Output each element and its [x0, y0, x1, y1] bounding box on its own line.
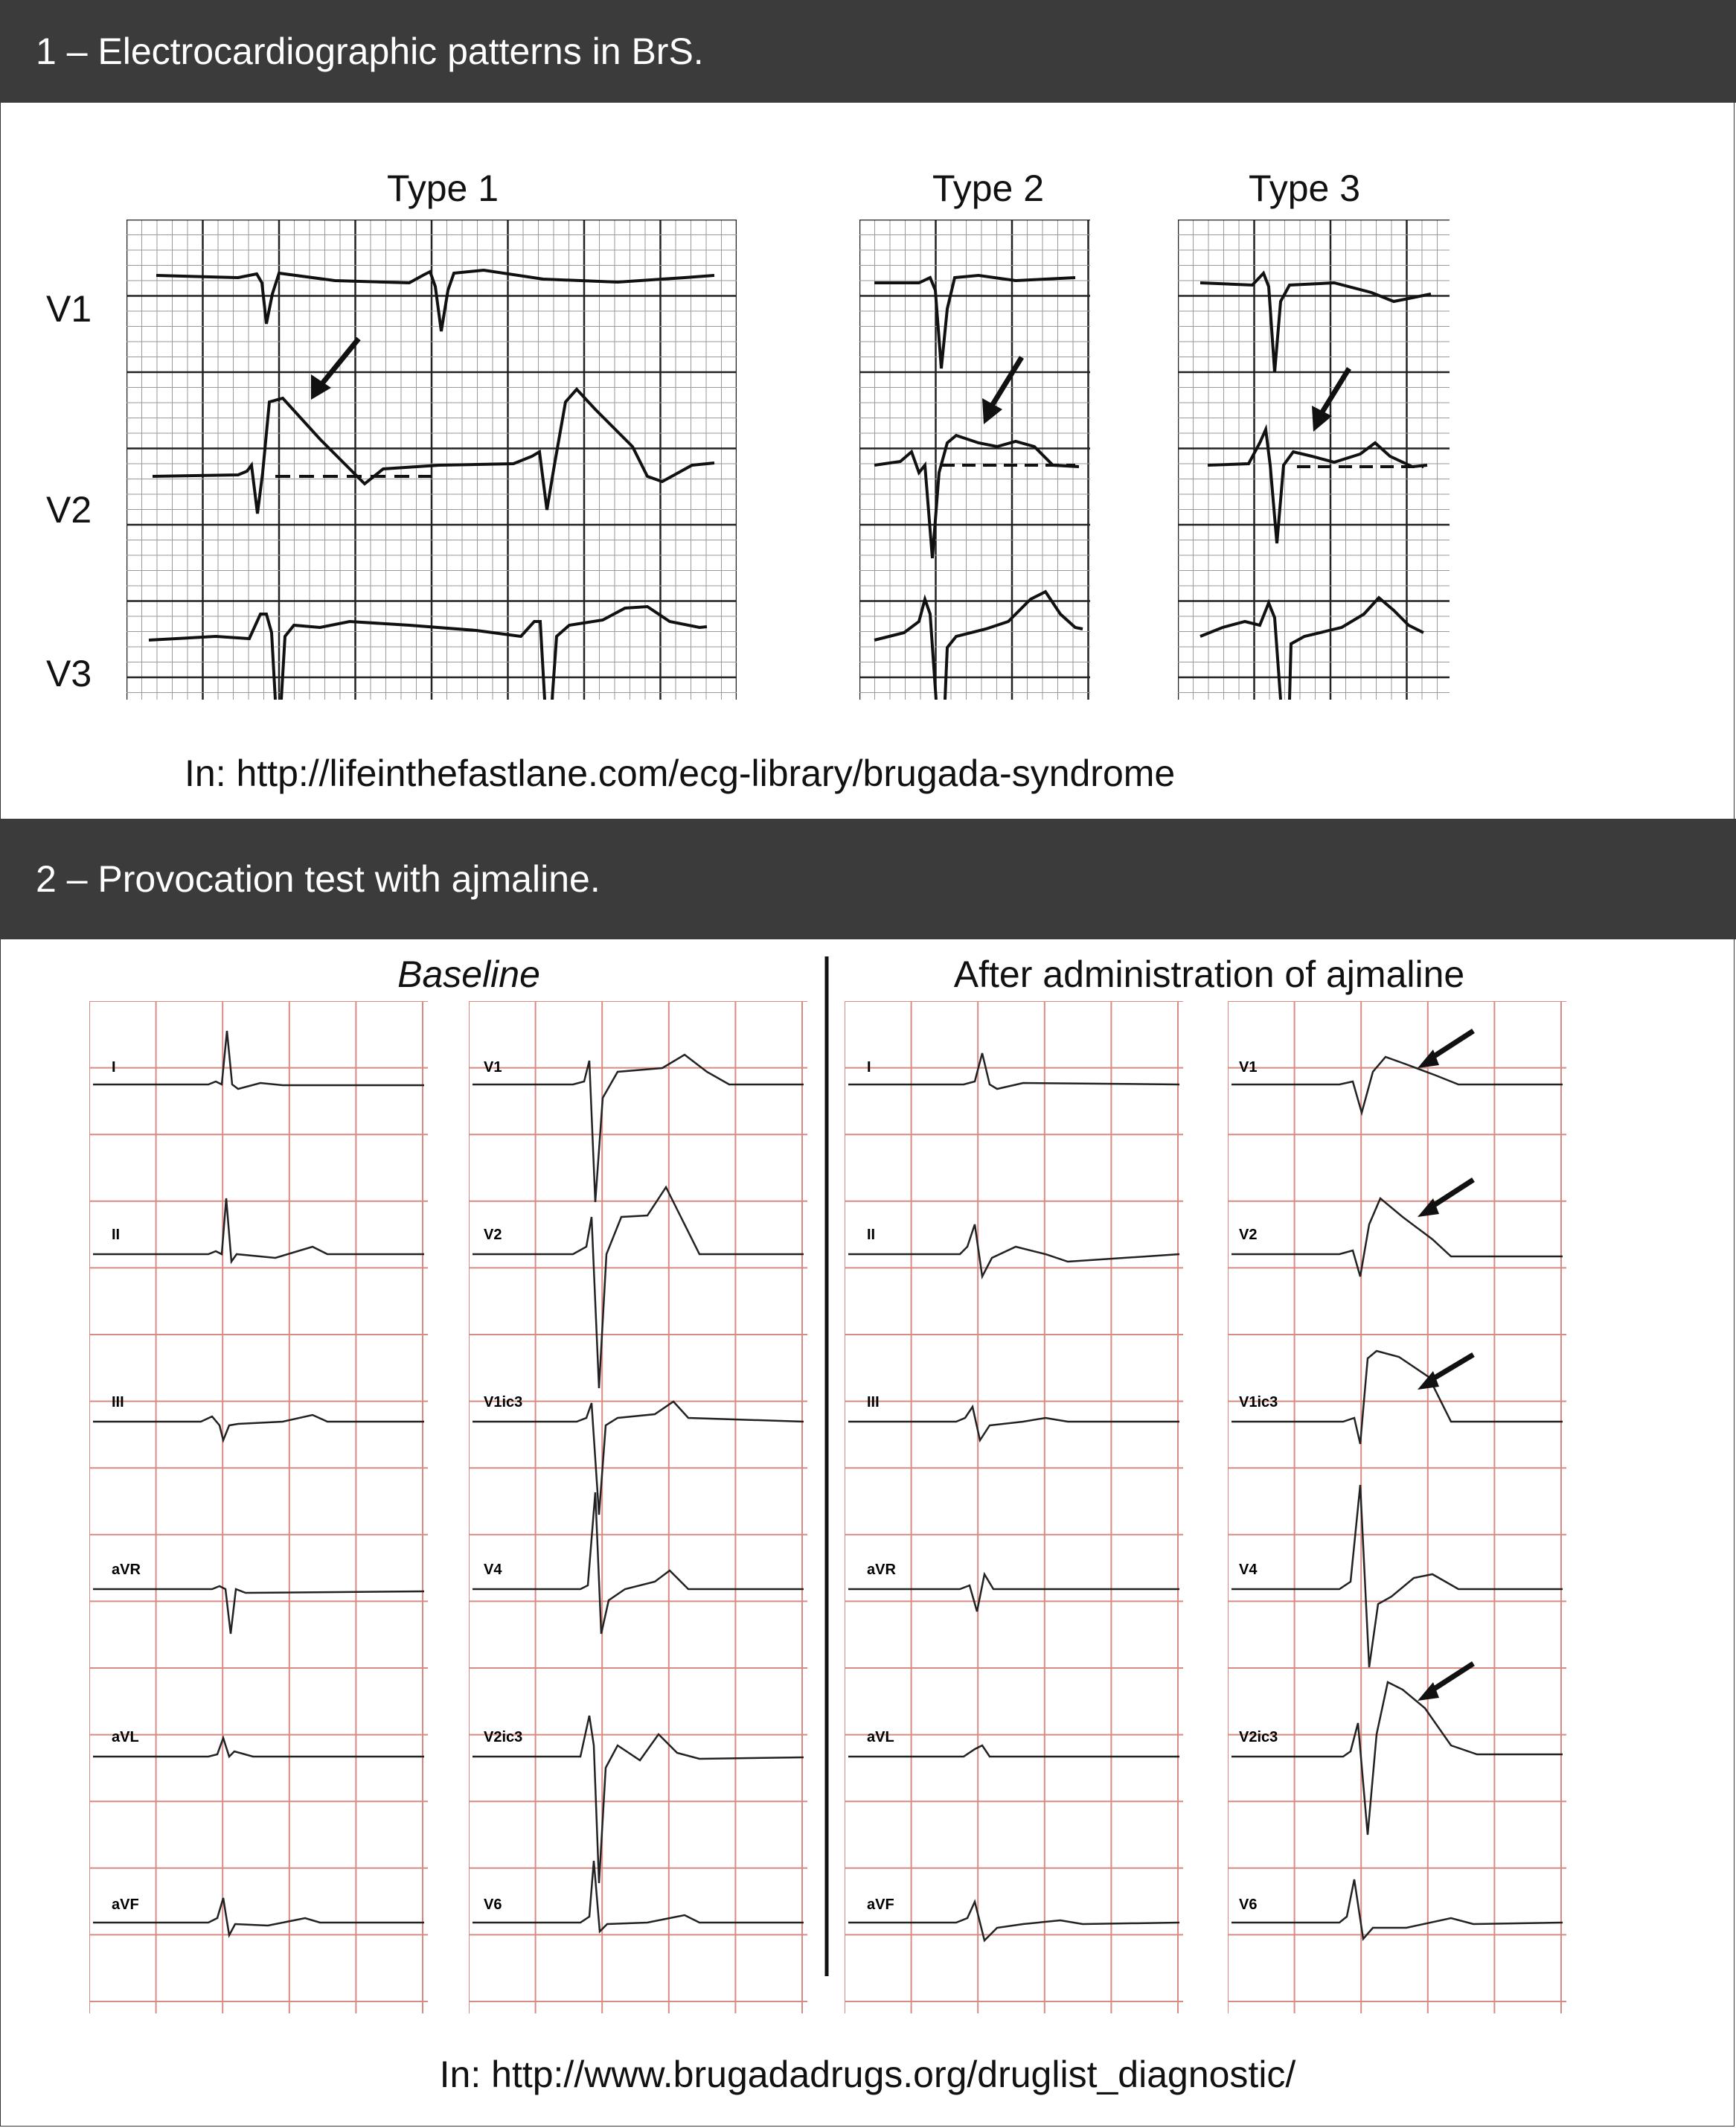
lead-v6-after: V6 [1239, 1897, 1258, 1913]
ecg-trace-v2-type3 [1208, 429, 1427, 543]
trace-avf-baseline [93, 1898, 424, 1935]
trace-v1-baseline [473, 1055, 804, 1202]
ecg-grid-after-limb [845, 1001, 1183, 2013]
lead-v1-after: V1 [1239, 1059, 1258, 1076]
section2-header [0, 819, 1736, 939]
trace-avl-baseline [93, 1738, 424, 1757]
lead-v1ic3-baseline: V1ic3 [484, 1394, 523, 1410]
trace-i-baseline [93, 1031, 424, 1089]
ecg-after-limb [845, 1001, 1183, 2013]
trace-v6-baseline [473, 1861, 804, 1932]
lead-v6-baseline: V6 [484, 1897, 502, 1913]
lead-v2ic3-baseline: V2ic3 [484, 1729, 523, 1745]
trace-i-after [848, 1053, 1179, 1089]
ecg-type3 [1178, 220, 1450, 700]
lead-avl: aVL [112, 1729, 139, 1745]
trace-avl-after [848, 1745, 1179, 1757]
lead-v2-baseline: V2 [484, 1227, 502, 1243]
lead-v1-baseline: V1 [484, 1059, 502, 1076]
trace-v1-after [1231, 1057, 1563, 1113]
panel-title-type1: Type 1 [386, 167, 499, 209]
ecg-trace-v1-type2 [874, 275, 1075, 368]
ecg-arrow-v2-type2 [990, 357, 1022, 409]
lead-avr: aVR [112, 1562, 141, 1578]
ecg-baseline-chest [469, 1001, 807, 2013]
trace-v2-after [1231, 1198, 1563, 1277]
section2-title: 2 – Provocation test with ajmaline. [36, 858, 600, 900]
trace-v4-after [1231, 1485, 1563, 1667]
panel-title-type2: Type 2 [932, 167, 1045, 209]
ecg-after-chest [1228, 1001, 1566, 2013]
trace-iii-after [848, 1407, 1179, 1440]
trace-v2ic3-after [1231, 1682, 1563, 1835]
lead-v4-baseline: V4 [484, 1562, 502, 1578]
lead-avf-after: aVF [867, 1897, 894, 1913]
section1-title: 1 – Electrocardiographic patterns in BrS. [36, 31, 704, 72]
arrows-after-chest [1418, 1031, 1473, 1701]
lead-i-after: I [867, 1059, 871, 1076]
baseline-title: Baseline [397, 953, 540, 995]
lead-iii-after: III [867, 1394, 880, 1410]
trace-avr-after [848, 1574, 1179, 1611]
trace-ii-baseline [93, 1198, 424, 1262]
lead-v4-after: V4 [1239, 1562, 1258, 1578]
ecg-trace-v3-type1 [149, 607, 707, 700]
lead-v2ic3-after: V2ic3 [1239, 1729, 1278, 1745]
section2-source: In: http://www.brugadadrugs.org/druglist_diagnostic/ [439, 2054, 1296, 2095]
ecg-type1 [126, 220, 737, 700]
lead-avl-after: aVL [867, 1729, 894, 1745]
panel-title-type3: Type 3 [1248, 167, 1361, 209]
trace-ii-after [848, 1224, 1179, 1277]
ecg-grid-baseline-limb [89, 1001, 428, 2013]
lead-v1ic3-after: V1ic3 [1239, 1394, 1278, 1410]
ecg-trace-v1-type1 [156, 270, 714, 331]
section-divider [824, 956, 829, 1976]
lead-label-v2: V2 [46, 489, 92, 531]
trace-v4-baseline [473, 1492, 804, 1634]
ecg-baseline-limb [89, 1001, 428, 2013]
lead-ii-after: II [867, 1227, 876, 1243]
lead-avf: aVF [112, 1897, 139, 1913]
lead-label-v3: V3 [46, 653, 92, 694]
trace-v6-after [1231, 1879, 1563, 1939]
trace-v2-baseline [473, 1187, 804, 1388]
ecg-grid-type2 [859, 220, 1090, 700]
ecg-arrow-v2-type3 [1319, 368, 1349, 417]
section1-source: In: http://lifeinthefastlane.com/ecg-library/brugada-syndrome [185, 753, 1176, 794]
ecg-grid-after-chest [1228, 1001, 1566, 2013]
after-ajmaline-title: After administration of ajmaline [953, 953, 1465, 995]
lead-iii: III [112, 1394, 124, 1410]
trace-v1ic3-after [1231, 1351, 1563, 1444]
lead-ii: II [112, 1227, 121, 1243]
section1-header [0, 0, 1736, 103]
trace-v1ic3-baseline [473, 1402, 804, 1515]
ecg-grid-baseline-chest [469, 1001, 807, 2013]
lead-i: I [112, 1059, 116, 1076]
ecg-trace-v3-type3 [1200, 598, 1423, 700]
lead-label-v1: V1 [46, 288, 92, 330]
trace-avr-baseline [93, 1586, 424, 1634]
lead-avr-after: aVR [867, 1562, 896, 1578]
trace-iii-baseline [93, 1415, 424, 1440]
ecg-type2 [859, 220, 1090, 700]
lead-v2-after: V2 [1239, 1227, 1258, 1243]
